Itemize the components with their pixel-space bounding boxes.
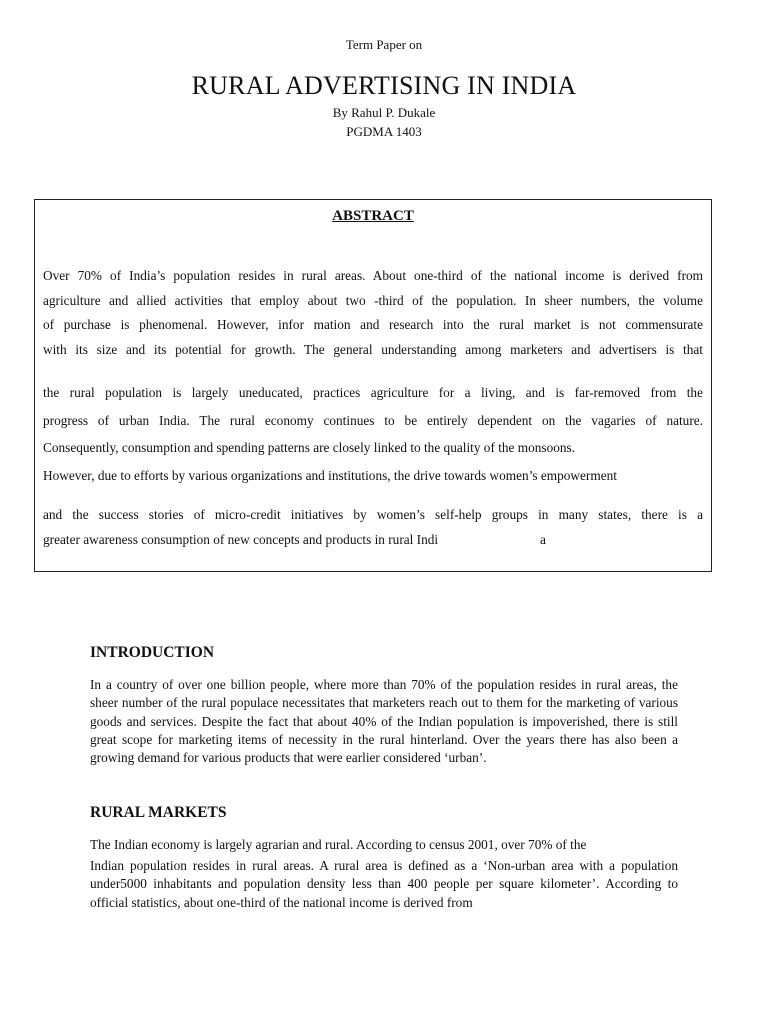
rural-markets-heading: RURAL MARKETS <box>90 804 227 821</box>
abstract-line: the rural population is largely uneducated, practices agriculture for a living, and is far-removed from the <box>43 385 703 400</box>
abstract-heading: ABSTRACT <box>332 208 414 224</box>
rural-markets-first-line: The Indian economy is largely agrarian and rural. According to census 2001, over 70% of the <box>90 837 587 852</box>
abstract-box <box>34 199 712 572</box>
abstract-line: Consequently, consumption and spending patterns are closely linked to the quality of the monsoons. <box>43 440 576 455</box>
abstract-line: Over 70% of India’s population resides in rural areas. About one-third of the national income is derived from <box>43 268 703 283</box>
abstract-line: of purchase is phenomenal. However, infor mation and research into the rural market is not commensurate <box>43 317 703 332</box>
abstract-line: with its size and its potential for growth. The general understanding among marketers and advertisers is that <box>43 342 703 357</box>
abstract-line: agriculture and allied activities that employ about two -third of the population. In sheer numbers, the volume <box>43 293 703 308</box>
abstract-line: greater awareness consumption of new concepts and products in rural Indi <box>43 532 439 547</box>
introduction-heading: INTRODUCTION <box>90 644 215 661</box>
pre-title: Term Paper on <box>345 37 423 52</box>
introduction-paragraph: In a country of over one billion people, where more than 70% of the population resides in rural areas, the sheer number of the rural populace necessitates that marketers reach out to them for the marketing of various goods and services. Despite the fact that about 40% of the Indian population is impoverished, there is still great scope for marketing items of necessity in the rural hinterland. Over the years there has also been a growing demand for various products that were earlier considered ‘urban’. <box>90 677 678 766</box>
page-title: RURAL ADVERTISING IN INDIA <box>191 71 577 100</box>
rural-markets-paragraph: Indian population resides in rural areas. A rural area is defined as a ‘Non-urban area with a population under5000 inhabitants and population density less than 400 people per square kilometer’. According to official statistics, about one-third of the national income is derived from <box>90 858 678 910</box>
author-line: By Rahul P. Dukale <box>332 105 436 120</box>
abstract-line: progress of urban India. The rural economy continues to be entirely dependent on the vagaries of nature. <box>43 413 703 428</box>
course-code: PGDMA 1403 <box>346 124 422 139</box>
abstract-line-fragment: a <box>540 532 546 547</box>
abstract-line: and the success stories of micro-credit initiatives by women’s self-help groups in many states, there is a <box>43 507 703 522</box>
abstract-line: However, due to efforts by various organizations and institutions, the drive towards women’s empowerment <box>43 468 617 483</box>
